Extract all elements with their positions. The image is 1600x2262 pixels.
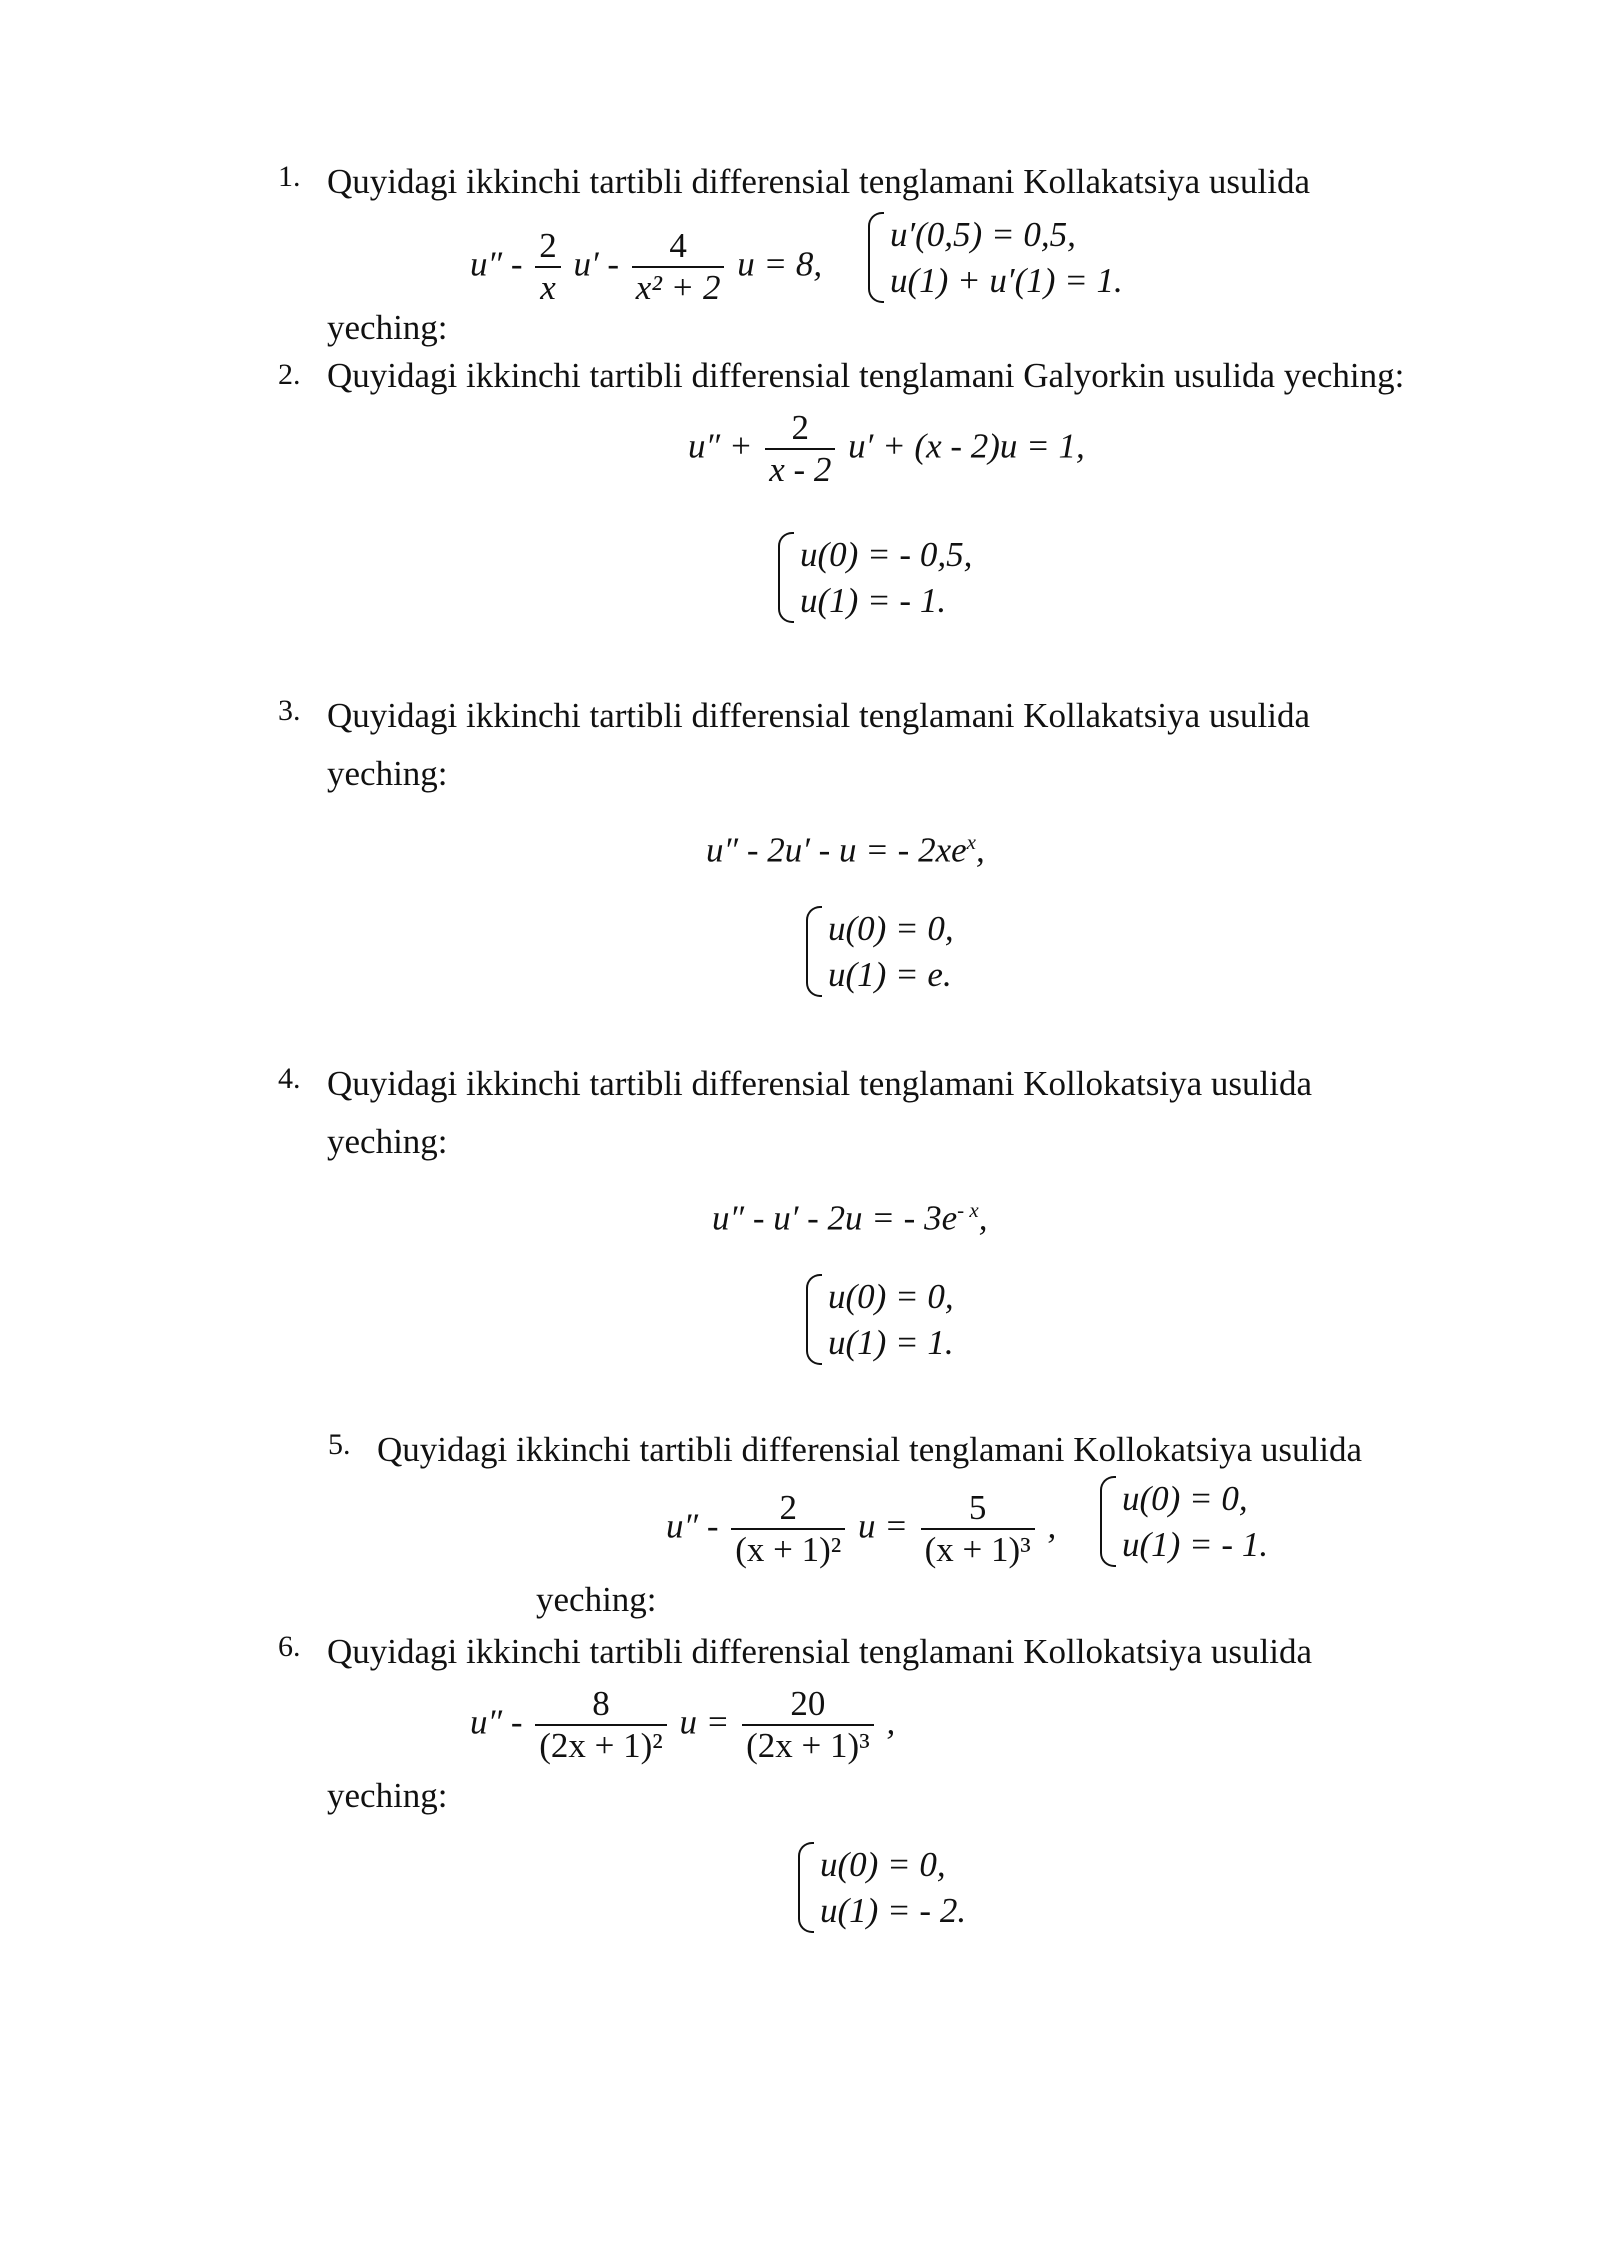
fraction: $\frac{2}{x}$ [535, 226, 561, 309]
fraction: $\frac{5}{\text{(x + 1)³}}$ [921, 1488, 1035, 1571]
brace-icon [806, 1274, 822, 1365]
problem-5-number: 5. [328, 1428, 351, 1461]
problem-1-conditions [868, 212, 1123, 303]
fraction: $\frac{4}{\text{x² + 2}}$ [632, 226, 725, 309]
condition-system: u(0) = 0, u(1) = 1. [806, 1274, 954, 1365]
fraction: $\frac{2}{\text{(x + 1)²}}$ [731, 1488, 845, 1571]
problem-4-number: 4. [278, 1062, 301, 1095]
problem-6-tail: yeching: [327, 1776, 448, 1815]
problem-3-tail: yeching: [327, 754, 448, 793]
problem-2-instruction: Quyidagi ikkinchi tartibli differensial tenglamani Galyorkin usulida yeching: [327, 356, 1405, 395]
condition-system: u(0) = 0, u(1) = - 2. [798, 1842, 966, 1933]
problem-5-equation: u″ - $\frac{2}{\text{(x + 1)²}}$ u = $\frac{5}{\text{(x + 1)³}}$ , [666, 1488, 1057, 1570]
problem-5-instruction: Quyidagi ikkinchi tartibli differensial tenglamani Kollokatsiya usulida [377, 1430, 1362, 1469]
problem-1-equation: u″ - $\frac{2}{x}$ u′ - $\frac{4}{\text{x² + 2}}$ u = 8, [470, 226, 823, 308]
brace-icon [806, 906, 822, 997]
problem-2-conditions [778, 532, 972, 623]
problem-1-tail: yeching: [327, 308, 448, 347]
problem-4-instruction: Quyidagi ikkinchi tartibli differensial tenglamani Kollokatsiya usulida [327, 1064, 1312, 1103]
problem-6-conditions [798, 1842, 966, 1933]
brace-icon [798, 1842, 814, 1933]
problem-4-tail: yeching: [327, 1122, 448, 1161]
brace-icon [1100, 1476, 1116, 1567]
problem-2-number: 2. [278, 358, 301, 391]
condition-system: u(0) = 0, u(1) = e. [806, 906, 954, 997]
problem-6-number: 6. [278, 1630, 301, 1663]
brace-icon [778, 532, 794, 623]
fraction: $\frac{8}{\text{(2x + 1)²}}$ [535, 1684, 667, 1767]
problem-3-instruction: Quyidagi ikkinchi tartibli differensial tenglamani Kollakatsiya usulida [327, 696, 1311, 735]
fraction: $\frac{20}{\text{(2x + 1)³}}$ [742, 1684, 874, 1767]
problem-2-equation: u″ + $\frac{2}{x - 2}$ u′ + (x - 2)u = 1, [688, 408, 1085, 490]
problem-5-conditions [1100, 1476, 1268, 1567]
fraction: $\frac{2}{x - 2}$ [765, 408, 835, 491]
problem-1-number: 1. [278, 160, 301, 193]
condition-system: u(0) = 0, u(1) = - 1. [1100, 1476, 1268, 1567]
problem-4-conditions [806, 1274, 954, 1365]
problem-3-conditions [806, 906, 954, 997]
problem-6-equation: u″ - $\frac{8}{\text{(2x + 1)²}}$ u = $\frac{20}{\text{(2x + 1)³}}$ , [470, 1684, 896, 1766]
problem-3-equation: u″ - 2u′ - u = - $2xe^x$, [706, 830, 985, 870]
problem-4-equation: u″ - u′ - 2u = - $3e^{- x}$, [712, 1198, 988, 1238]
problem-5-tail: yeching: [536, 1580, 657, 1619]
condition-system: u′(0,5) = 0,5, u(1) + u′(1) = 1. [868, 212, 1123, 303]
problem-1-instruction: Quyidagi ikkinchi tartibli differensial tenglamani Kollakatsiya usulida [327, 162, 1311, 201]
problem-6-instruction: Quyidagi ikkinchi tartibli differensial tenglamani Kollokatsiya usulida [327, 1632, 1312, 1671]
brace-icon [868, 212, 884, 303]
problem-3-number: 3. [278, 694, 301, 727]
condition-system: u(0) = - 0,5, u(1) = - 1. [778, 532, 972, 623]
